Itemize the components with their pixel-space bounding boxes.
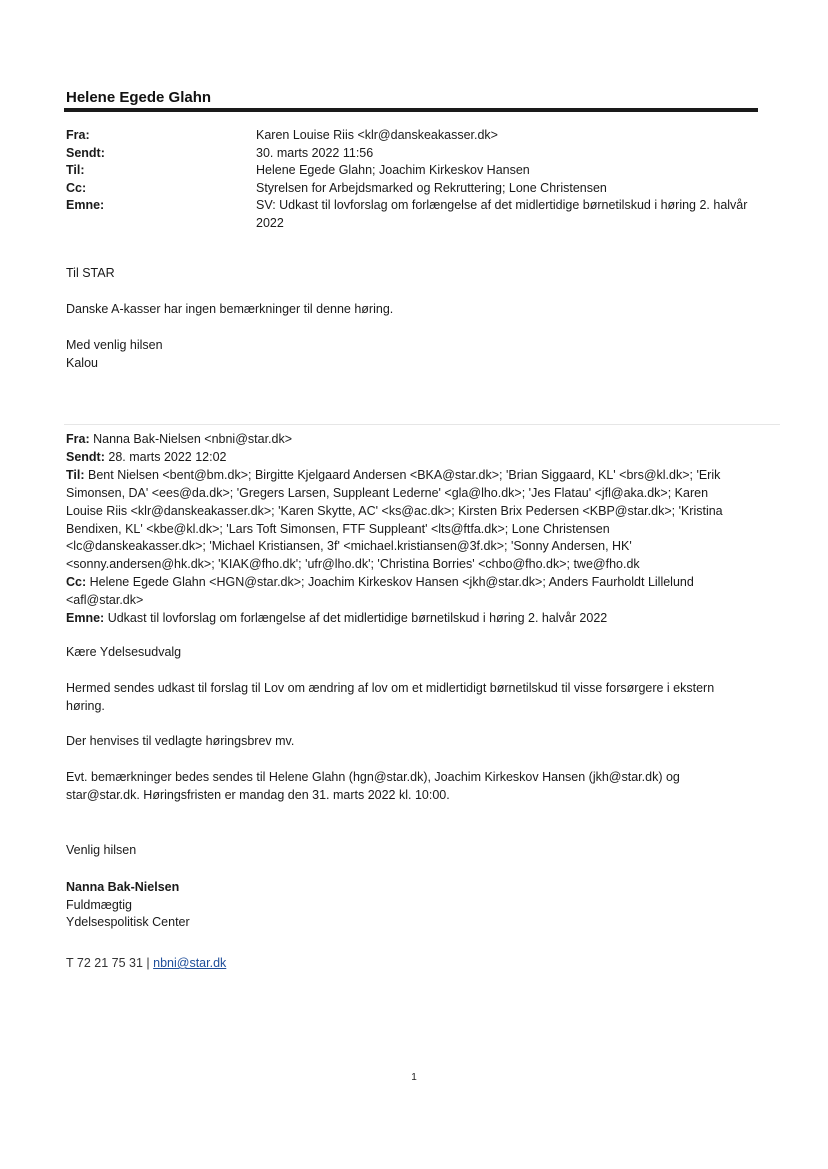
mailbox-owner-name: Helene Egede Glahn (66, 89, 212, 106)
sent-label: Sendt: (66, 145, 105, 160)
page-number: 1 (411, 1072, 417, 1083)
signature-block (66, 879, 756, 932)
forwarded-paragraph-1: Hermed sendes udkast til forslag til Lov om ændring af lov om et midlertidigt børnetilskud til visse forsørgere i ekstern høring. (66, 681, 715, 713)
from-value: Karen Louise Riis <klr@danskeakasser.dk> (256, 128, 498, 142)
email-link[interactable]: nbni@star.dk (153, 956, 227, 970)
forwarded-subject: Emne: Udkast til lovforslag om forlængelse af det midlertidige børnetilskud i høring 2. halvår 2022 (66, 611, 608, 626)
cc-row (66, 180, 766, 198)
reply-body: Danske A-kasser har ingen bemærkninger til denne høring. (66, 302, 394, 316)
signature-contact (66, 955, 226, 973)
sent-value: 30. marts 2022 11:56 (256, 145, 374, 160)
sent-row (66, 145, 766, 163)
signature-department: Ydelsespolitisk Center (66, 915, 190, 929)
forwarded-closing: Venlig hilsen (66, 843, 137, 857)
forwarded-cc: Cc: Helene Egede Glahn <HGN@star.dk>; Joachim Kirkeskov Hansen <jkh@star.dk>; Anders Faurholdt Lillelund <afl@star.dk> (66, 575, 694, 608)
subject-value: SV: Udkast til lovforslag om forlængelse af det midlertidige børnetilskud i høring 2. halvår 2022 (256, 198, 748, 230)
signature-title: Fuldmægtig (66, 897, 132, 912)
header-rule (64, 108, 758, 112)
forwarded-header (66, 431, 742, 628)
from-label: Fra: (66, 128, 90, 142)
forwarded-separator (64, 424, 780, 425)
forwarded-from: Fra: Nanna Bak-Nielsen <nbni@star.dk> (66, 432, 293, 446)
phone-number: T 72 21 75 31 (66, 956, 143, 970)
forwarded-paragraph-2: Der henvises til vedlagte høringsbrev mv. (66, 734, 295, 748)
forwarded-sent: Sendt: 28. marts 2022 12:02 (66, 449, 227, 464)
forwarded-greeting: Kære Ydelsesudvalg (66, 645, 182, 659)
subject-row (66, 197, 766, 232)
subject-label: Emne: (66, 198, 105, 212)
reply-greeting: Til STAR (66, 266, 115, 280)
signature-name: Nanna Bak-Nielsen (66, 880, 180, 894)
cc-value: Styrelsen for Arbejdsmarked og Rekruttering; Lone Christensen (256, 180, 607, 195)
to-label: Til: (66, 163, 85, 177)
forwarded-paragraph-3: Evt. bemærkninger bedes sendes til Helene Glahn (hgn@star.dk), Joachim Kirkeskov Hansen (jkh@star.dk) og star@star.dk. Høringsfristen er mandag den 31. marts 2022 kl. 10:00. (66, 770, 680, 802)
reply-closing (66, 337, 756, 372)
reply-closing-line: Med venlig hilsen (66, 338, 163, 352)
contact-separator: | (146, 956, 150, 970)
to-value: Helene Egede Glahn; Joachim Kirkeskov Hansen (256, 163, 530, 177)
to-row (66, 162, 766, 180)
cc-label: Cc: (66, 180, 87, 195)
reply-signature: Kalou (66, 355, 98, 370)
from-row (66, 127, 766, 145)
email-header (66, 127, 766, 232)
forwarded-to: Til: Bent Nielsen <bent@bm.dk>; Birgitte Kjelgaard Andersen <BKA@star.dk>; 'Brian Siggaard, KL' <brs@kl.dk>; 'Erik Simonsen, DA' <ees@da.dk>; 'Gregers Larsen, Suppleant Ledernе' <gla@lho.dk>; 'Jes Flatau' <jfl@aka.dk>; Karen Louise Riis <klr@danskeakasser.dk>; 'Karen Skytte, AC' <ks@ac.dk>; Kirsten Brix Pedersen <KBP@star.dk>; 'Kristina Bendixen, KL' <kbe@kl.dk>; 'Lars Toft Simonsen, FTF Suppleant' <lts@ftfa.dk>; Lone Christensen <lc@danskeakasser.dk>; 'Michael Kristiansen, 3f' <michael.kristiansen@3f.dk>; 'Sonny Andersen, HK' <sonny.andersen@hk.dk>; 'KIAK@fho.dk'; 'ufr@lho.dk'; 'Christina Borries' <chbo@fho.dk>; twe@fho.dk (66, 467, 723, 572)
